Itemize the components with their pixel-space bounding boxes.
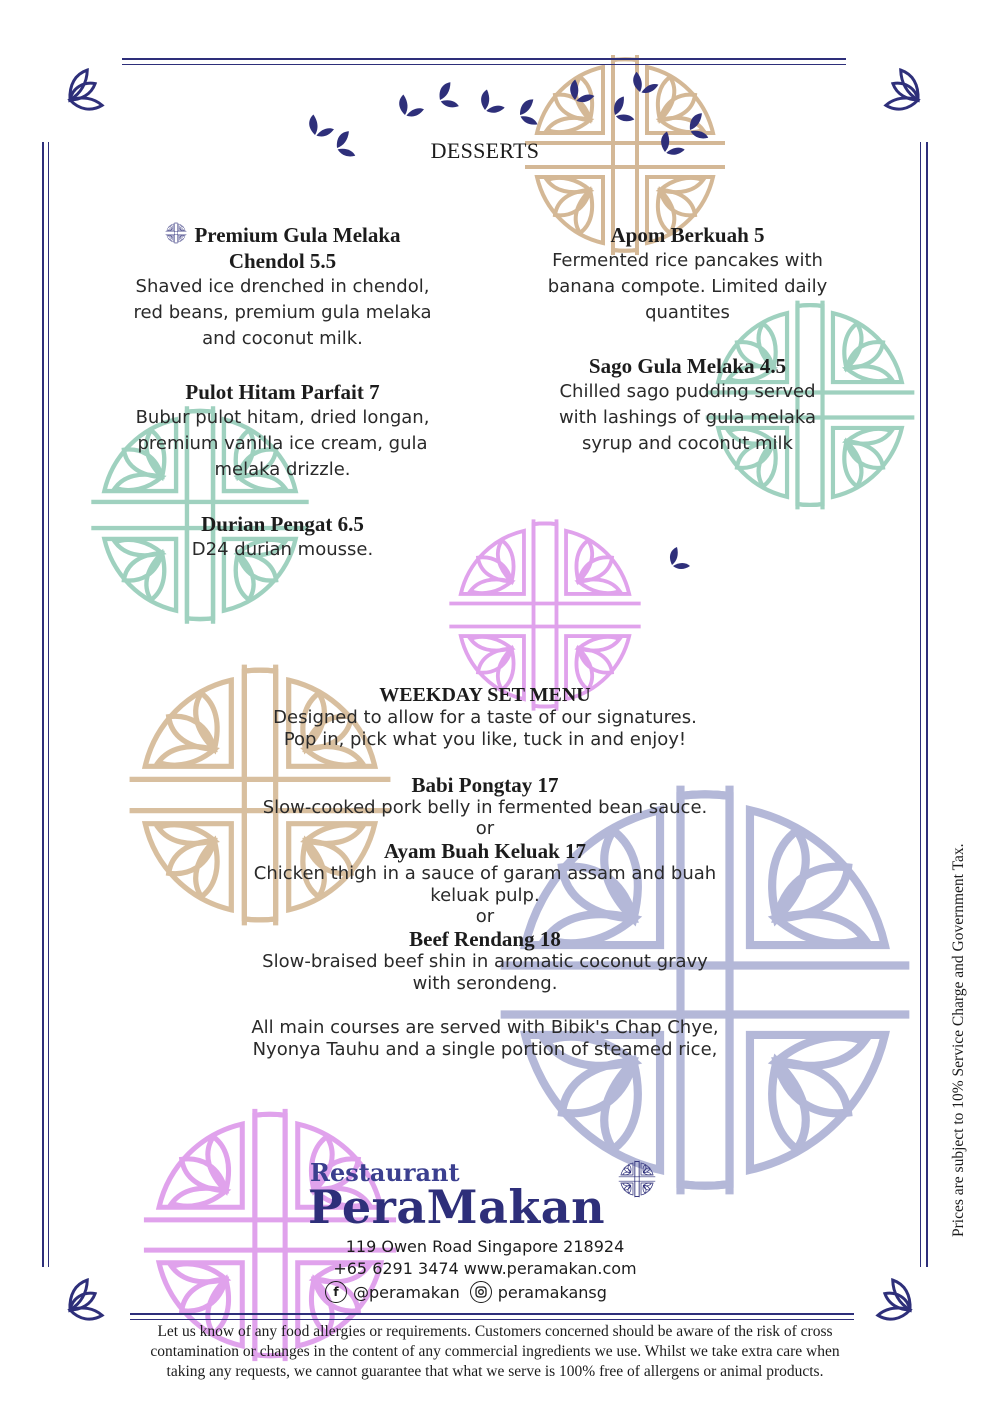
- social-row: [325, 1280, 607, 1304]
- small-leaf-icon: [662, 545, 692, 575]
- desserts-heading: DESSERTS: [430, 138, 540, 163]
- address: 119 Owen Road Singapore 218924: [345, 1237, 625, 1256]
- corner-sprig-top-left-icon: [40, 55, 110, 115]
- corner-sprig-bottom-left-icon: [40, 1265, 110, 1325]
- dessert-item-apom-berkuah: Apom Berkuah 5 Fermented rice pancakes with banana compote. Limited daily quantites: [547, 223, 828, 323]
- corner-sprig-bottom-right-icon: [870, 1265, 940, 1325]
- right-border: [926, 142, 928, 1267]
- top-border-inner: [122, 64, 846, 65]
- weekday-heading: WEEKDAY SET MENU: [379, 684, 591, 706]
- brand-rosette-icon: [616, 1158, 658, 1200]
- corner-sprig-top-right-icon: [878, 55, 948, 115]
- set-item-beef-rendang: Beef Rendang 18: [409, 927, 561, 951]
- instagram-icon[interactable]: [470, 1281, 492, 1303]
- or-separator: or: [475, 818, 495, 839]
- dessert-item-sago: Sago Gula Melaka 4.5 Chilled sago pudding served with lashings of gula melaka syrup and coconut milk: [558, 354, 817, 454]
- main-course-note: All main courses are served with Bibik's Chap Chye,: [251, 1017, 719, 1038]
- brand-logo-name: PeraMakan: [308, 1180, 606, 1234]
- top-border: [122, 58, 846, 60]
- or-separator: or: [475, 906, 495, 927]
- set-item-ayam-buah-keluak: Ayam Buah Keluak 17: [383, 839, 587, 863]
- service-charge-note: Prices are subject to 10% Service Charge and Government Tax.: [950, 843, 967, 1237]
- bottom-border: [130, 1313, 854, 1315]
- brand-restaurant-label: Restaurant: [310, 1158, 460, 1187]
- dessert-item-durian-pengat: Durian Pengat 6.5 D24 durian mousse.: [191, 512, 374, 560]
- facebook-handle[interactable]: @peramakan: [353, 1282, 460, 1302]
- left-border: [42, 142, 44, 1267]
- weekday-set-menu: WEEKDAY SET MENU Designed to allow for a taste of our signatures. Pop in, pick what you like, tuck in and enjoy! Babi Pongtay 17 Slow-cooked pork belly in fermented bean sauce. or Ayam Buah Keluak 17 Chicken thigh in a sauce of garam assam and buah keluak pulp. or Beef Rendang 18 Slow-braised beef shin in aromatic coconut gravy with serondeng. All main courses are served with Bibik's Chap Chye, Nyonya Tauhu and a single portion of steamed rice,: [200, 683, 770, 1061]
- dessert-item-chendol: Premium Gula Melaka Chendol 5.5 Shaved ice drenched in chendol, red beans, premium gula melaka and coconut milk.: [133, 223, 432, 349]
- instagram-handle[interactable]: peramakansg: [497, 1282, 607, 1302]
- allergy-notice: Let us know of any food allergies or requirements. Customers concerned should be aware of the risk of cross contamination or changes in the content of any commercial ingredients we use. Whilst we take extra care when taking any requests, we cannot guarantee that what we serve is 100% free of allergens or animal products.: [150, 1323, 840, 1380]
- left-border-inner: [48, 142, 49, 1267]
- bottom-border-inner: [130, 1319, 854, 1320]
- rosette-mini-icon: [164, 221, 188, 245]
- dessert-item-pulot-hitam: Pulot Hitam Parfait 7 Bubur pulot hitam, dried longan, premium vanilla ice cream, gula melaka drizzle.: [135, 380, 430, 480]
- contact: +65 6291 3474 www.peramakan.com: [333, 1259, 637, 1278]
- facebook-icon[interactable]: f: [325, 1281, 347, 1303]
- set-item-babi-pongtay: Babi Pongtay 17: [411, 773, 559, 797]
- right-border-inner: [920, 142, 921, 1267]
